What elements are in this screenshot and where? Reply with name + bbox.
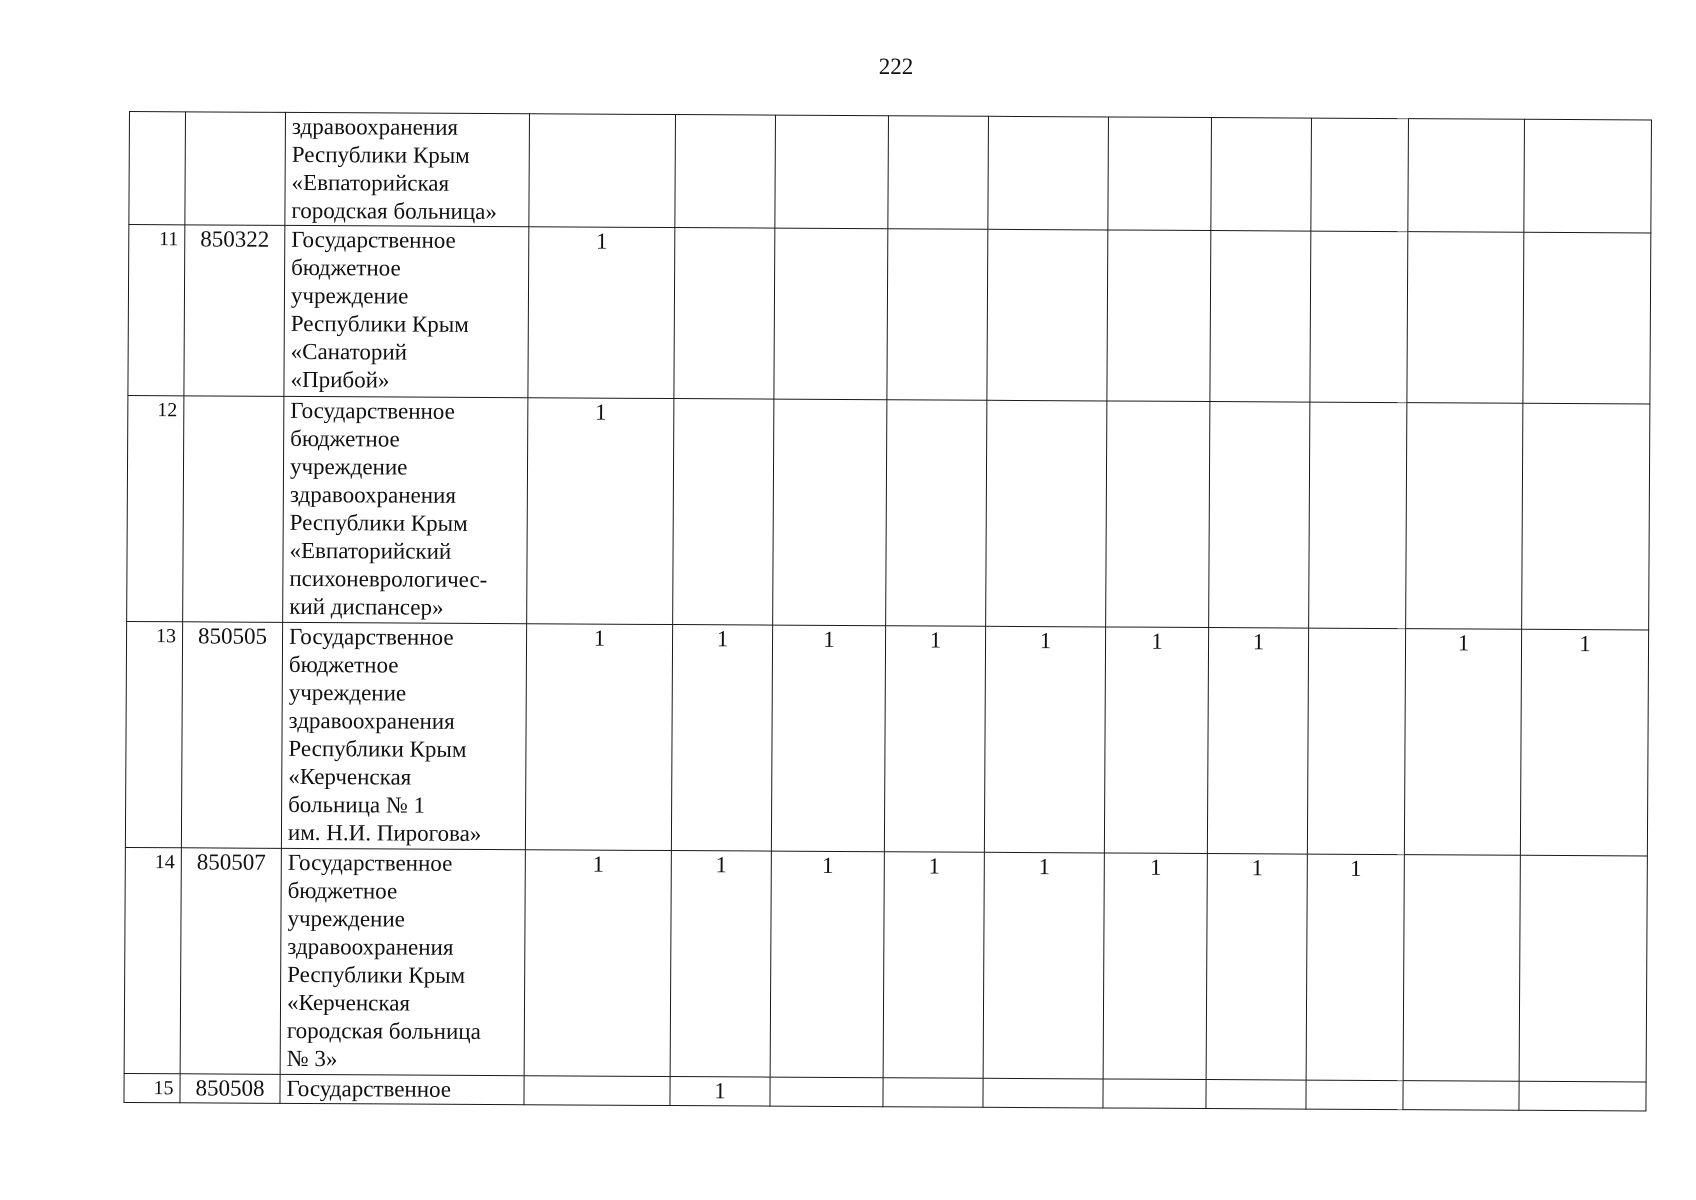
page-number: 222 (878, 54, 914, 79)
table-row (125, 621, 1648, 855)
value-cell: 1 (984, 626, 1105, 853)
value-cell (1310, 231, 1408, 403)
value-cell: 1 (1306, 854, 1404, 1081)
institution-name: Государственное бюджетное учреждение здравоохранения Республики Крым «Керченская больница № 1 им. Н.И. Пирогова» (281, 622, 526, 849)
row-number: 12 (127, 395, 184, 621)
value-cell (1522, 403, 1650, 630)
value-cell (773, 399, 887, 626)
value-cell (1106, 401, 1210, 628)
institution-name: здравоохранения Республики Крым «Евпаторийская городская больница» (285, 112, 530, 226)
value-cell (883, 1078, 983, 1108)
value-cell (987, 229, 1108, 401)
value-cell (986, 400, 1107, 627)
value-cell (1211, 118, 1312, 232)
value-cell (988, 116, 1109, 230)
value-cell (1519, 855, 1647, 1082)
value-cell (1311, 118, 1409, 232)
data-table (123, 111, 1652, 1111)
row-code: 850322 (184, 225, 285, 397)
value-cell: 1 (671, 625, 772, 852)
value-cell (1403, 1081, 1519, 1111)
table-row (129, 112, 1652, 233)
value-cell (775, 115, 889, 229)
row-code: 850508 (180, 1074, 280, 1104)
value-cell (1206, 1080, 1306, 1110)
row-code (183, 396, 284, 623)
value-cell: 1 (771, 625, 885, 852)
table-row (127, 395, 1650, 629)
value-cell (1519, 1081, 1646, 1111)
value-cell: 1 (983, 852, 1104, 1079)
row-number: 11 (128, 225, 185, 396)
value-cell (1406, 403, 1523, 630)
value-cell (888, 116, 989, 230)
row-number: 14 (124, 847, 181, 1073)
value-cell: 1 (1404, 629, 1521, 856)
value-cell: 1 (527, 398, 674, 625)
value-cell: 1 (670, 851, 771, 1078)
institution-name: Государственное бюджетное учреждение здравоохранения Республики Крым «Евпаторийский психоневрологичес- кий диспансер» (283, 396, 528, 623)
value-cell (1306, 1080, 1403, 1110)
value-cell: 1 (525, 624, 672, 851)
value-cell (1108, 117, 1212, 231)
value-cell (770, 1077, 883, 1107)
table-row (124, 847, 1647, 1081)
value-cell (1524, 119, 1652, 233)
value-cell (1309, 402, 1407, 629)
value-cell (1307, 628, 1405, 855)
row-number: 15 (124, 1073, 180, 1102)
row-number (129, 112, 186, 225)
value-cell (674, 228, 775, 400)
value-cell (524, 1076, 670, 1106)
value-cell: 1 (528, 227, 675, 399)
value-cell (886, 400, 987, 627)
value-cell: 1 (883, 852, 984, 1079)
value-cell (1407, 232, 1524, 404)
value-cell (887, 229, 988, 401)
value-cell: 1 (524, 850, 671, 1077)
institution-name: Государственное (280, 1074, 524, 1104)
institution-name: Государственное бюджетное учреждение здравоохранения Республики Крым «Керченская городская больница № 3» (280, 848, 525, 1075)
value-cell (675, 115, 776, 229)
value-cell: 1 (1520, 629, 1648, 856)
value-cell (1523, 232, 1651, 404)
value-cell: 1 (1206, 854, 1307, 1081)
value-cell: 1 (884, 626, 985, 853)
value-cell: 1 (1103, 853, 1207, 1080)
value-cell: 1 (670, 1077, 770, 1107)
value-cell (1210, 231, 1311, 403)
row-number: 13 (125, 621, 182, 847)
value-cell (1103, 1079, 1206, 1109)
table-row (128, 225, 1651, 404)
value-cell: 1 (1104, 627, 1208, 854)
value-cell (774, 228, 888, 400)
value-cell (1403, 855, 1520, 1082)
value-cell (983, 1078, 1103, 1108)
row-code: 850507 (180, 848, 281, 1075)
value-cell (1107, 230, 1211, 402)
value-cell (529, 114, 676, 228)
value-cell (1408, 119, 1525, 233)
value-cell (1209, 402, 1310, 629)
value-cell (673, 399, 774, 626)
value-cell: 1 (1207, 628, 1308, 855)
institution-name: Государственное бюджетное учреждение Республики Крым «Санаторий «Прибой» (284, 225, 529, 397)
row-code (185, 112, 286, 226)
row-code: 850505 (181, 622, 282, 849)
value-cell: 1 (770, 851, 884, 1078)
